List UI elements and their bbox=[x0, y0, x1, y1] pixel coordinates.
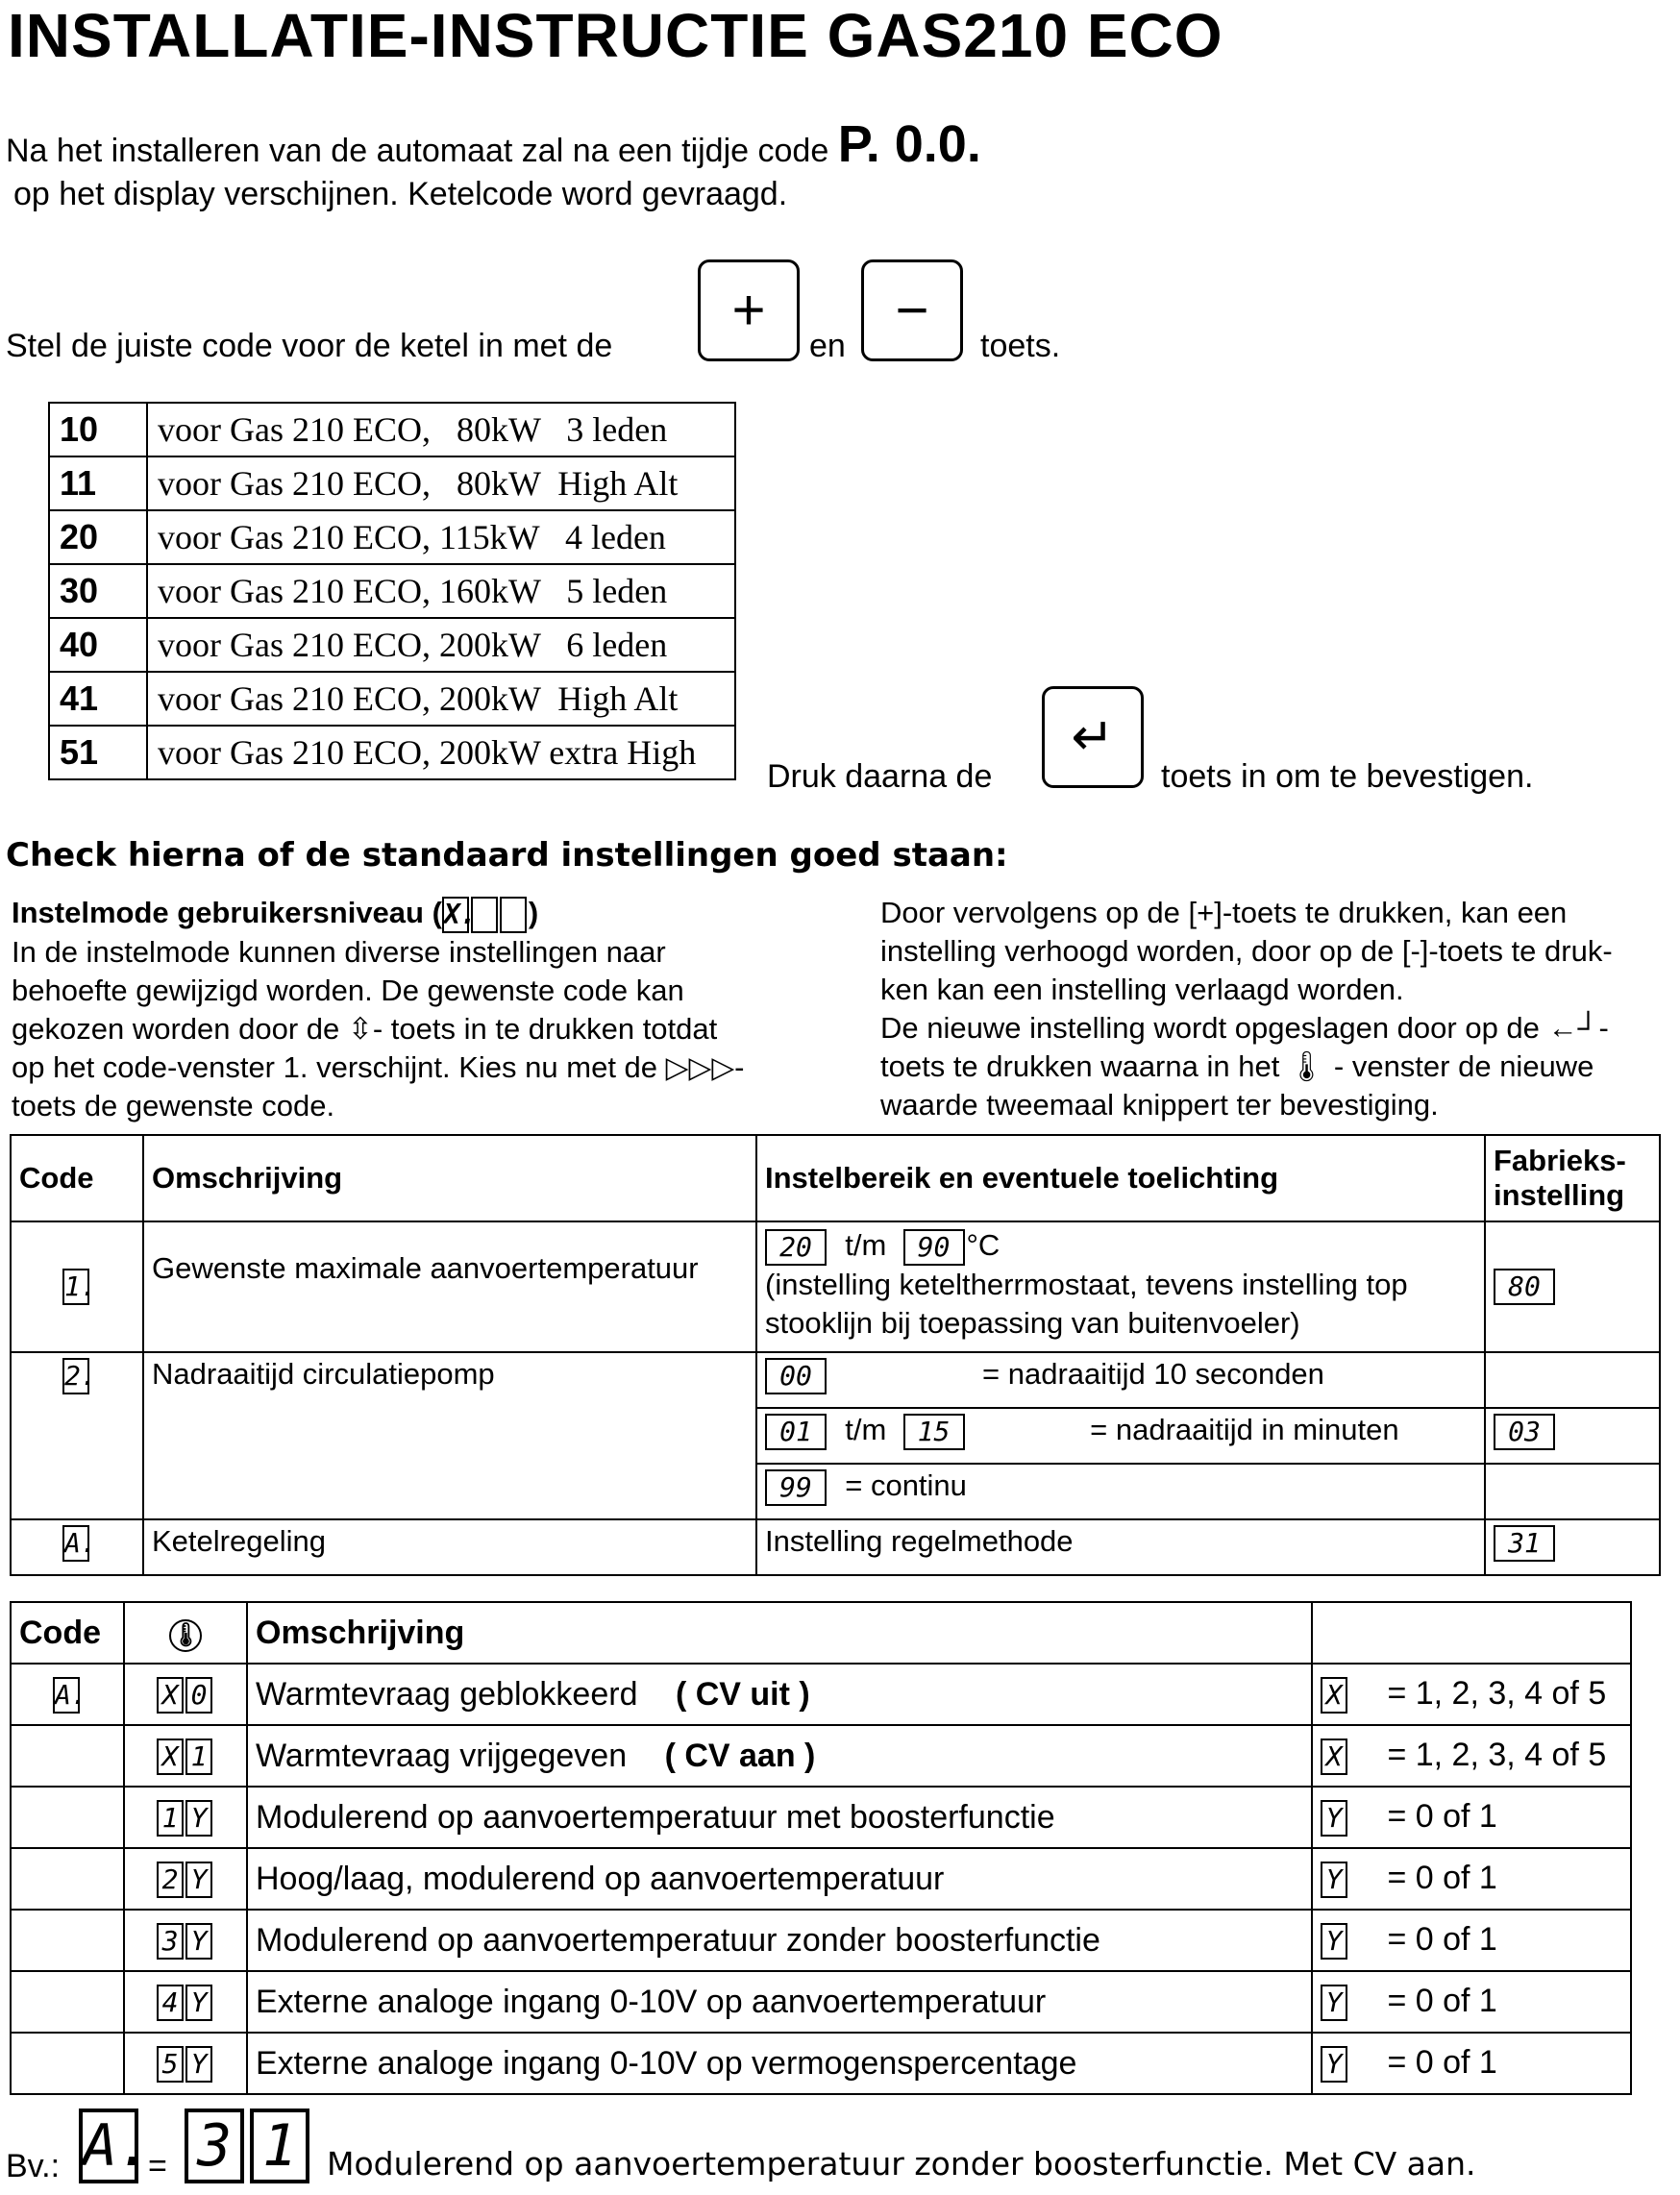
segment-display: 1 bbox=[250, 2109, 309, 2183]
segment-display: Y bbox=[1321, 1985, 1347, 2021]
segment-display: Y bbox=[1321, 2046, 1347, 2083]
code-cell: 11 bbox=[49, 456, 147, 510]
segment-display: 31 bbox=[1494, 1525, 1555, 1562]
boiler-code-table bbox=[48, 402, 736, 780]
segment-display: 1 bbox=[157, 1800, 184, 1837]
segment-display: 1. bbox=[62, 1269, 89, 1305]
table-row bbox=[11, 1664, 1631, 1725]
segment-display: 90 bbox=[903, 1229, 965, 1266]
col-desc: Omschrijving bbox=[143, 1135, 756, 1221]
intro-text: Na het installeren van de automaat zal na een tijdje code bbox=[6, 133, 829, 169]
segment-display: Y bbox=[185, 1862, 212, 1898]
plus-icon: + bbox=[731, 278, 766, 342]
row-desc: Hoog/laag, modulerend op aanvoertemperatuur bbox=[256, 1860, 945, 1897]
keys-suffix: toets. bbox=[980, 328, 1061, 364]
segment-display: X bbox=[1321, 1677, 1347, 1714]
check-heading: Check hierna of de standaard instellingen goed staan: bbox=[6, 836, 1008, 875]
segment-display: Y bbox=[185, 1985, 212, 2021]
table-row bbox=[11, 1910, 1631, 1971]
segment-display: 4 bbox=[157, 1985, 184, 2021]
desc-cell: voor Gas 210 ECO, 160kW 5 leden bbox=[147, 564, 735, 618]
col-code: Code bbox=[11, 1135, 143, 1221]
segment-display: 00 bbox=[765, 1358, 827, 1394]
row-range: = 0 of 1 bbox=[1387, 1920, 1497, 1958]
set-code-text: Stel de juiste code voor de ketel in met de bbox=[6, 328, 613, 364]
col-code: Code bbox=[11, 1602, 124, 1664]
segment-display: 01 bbox=[765, 1414, 827, 1450]
table-row bbox=[49, 456, 735, 510]
segment-display: 0 bbox=[185, 1677, 212, 1714]
desc-cell: voor Gas 210 ECO, 200kW High Alt bbox=[147, 672, 735, 726]
example-line bbox=[6, 2105, 1678, 2193]
text-line: instelling verhoogd worden, door op de [-]-toets te druk- bbox=[880, 934, 1613, 968]
row-extra: ( CV uit ) bbox=[675, 1675, 810, 1713]
segment-display: X bbox=[157, 1677, 184, 1714]
segment-display: Y bbox=[1321, 1862, 1347, 1898]
segment-display: 1 bbox=[185, 1739, 212, 1775]
row-desc: Modulerend op aanvoertemperatuur met boosterfunctie bbox=[256, 1798, 1055, 1836]
code-cell: 40 bbox=[49, 618, 147, 672]
row-range: = 0 of 1 bbox=[1387, 1859, 1497, 1896]
desc-cell: voor Gas 210 ECO, 80kW 3 leden bbox=[147, 403, 735, 456]
segment-display: 20 bbox=[765, 1229, 827, 1266]
code-cell: 41 bbox=[49, 672, 147, 726]
row-desc: Warmtevraag vrijgegeven bbox=[256, 1737, 628, 1774]
plus-key[interactable] bbox=[698, 259, 800, 361]
segment-display: 03 bbox=[1494, 1414, 1555, 1450]
confirm-text: Druk daarna de bbox=[767, 758, 993, 795]
row-range: Instelling regelmethode bbox=[756, 1519, 1485, 1575]
row-range: = 0 of 1 bbox=[1387, 2043, 1497, 2081]
table-row bbox=[11, 1725, 1631, 1787]
intro-line1 bbox=[6, 115, 981, 174]
table-row bbox=[49, 618, 735, 672]
table-row: 2. Nadraaitijd circulatiepomp 00 = nadraaitijd 10 seconden bbox=[11, 1352, 1660, 1408]
table-row bbox=[11, 1848, 1631, 1910]
row-desc: Gewenste maximale aanvoertemperatuur bbox=[143, 1221, 756, 1352]
row-desc: Modulerend op aanvoertemperatuur zonder boosterfunctie bbox=[256, 1921, 1100, 1959]
segment-display: 15 bbox=[903, 1414, 965, 1450]
segment-display: Y bbox=[185, 1923, 212, 1960]
segment-display: Y bbox=[185, 2046, 212, 2083]
text-line: Door vervolgens op de [+]-toets te drukken, kan een bbox=[880, 896, 1568, 929]
segment-display: 2 bbox=[157, 1862, 184, 1898]
example-label: Bv.: bbox=[6, 2148, 61, 2184]
settings-table bbox=[10, 1134, 1661, 1576]
text-line: In de instelmode kunnen diverse instellingen naar bbox=[12, 934, 666, 969]
table-row bbox=[49, 672, 735, 726]
confirm-suffix: toets in om te bevestigen. bbox=[1161, 758, 1534, 795]
thermometer-icon: 🌡︎ bbox=[169, 1619, 202, 1652]
table-row: 99 = continu bbox=[11, 1464, 1660, 1519]
table-row bbox=[11, 2033, 1631, 2094]
segment-display: 99 bbox=[765, 1469, 827, 1506]
row-range: = 1, 2, 3, 4 of 5 bbox=[1387, 1736, 1607, 1773]
text-line: op het code-venster 1. verschijnt. Kies nu met de ▷▷▷- bbox=[12, 1049, 745, 1084]
table-row: 01 t/m 15 = nadraaitijd in minuten 03 bbox=[11, 1408, 1660, 1464]
table-row bbox=[11, 1519, 1660, 1575]
segment-display: 3 bbox=[157, 1923, 184, 1960]
segment-display: X bbox=[157, 1739, 184, 1775]
page-title: INSTALLATIE-INSTRUCTIE GAS210 ECO bbox=[8, 1, 1223, 70]
code-cell: 10 bbox=[49, 403, 147, 456]
segment-display: 2. bbox=[62, 1358, 89, 1394]
text-line: De nieuwe instelling wordt opgeslagen door op de ←┘- bbox=[880, 1011, 1609, 1045]
and-text: en bbox=[809, 328, 846, 364]
minus-icon: − bbox=[895, 278, 929, 342]
text-line: waarde tweemaal knippert ter bevestiging. bbox=[880, 1088, 1439, 1122]
text-line: behoefte gewijzigd worden. De gewenste code kan bbox=[12, 973, 684, 1007]
method-table bbox=[10, 1601, 1632, 2095]
table-row: 1. Gewenste maximale aanvoertemperatuur 20 t/m 90 °C (instelling keteltherrmostaat, tevens instelling top stooklijn bij toepassing van buitenvoeler) 80 bbox=[11, 1221, 1660, 1352]
table-row bbox=[49, 564, 735, 618]
code-cell: 20 bbox=[49, 510, 147, 564]
text-line: gekozen worden door de ⇳- toets in te drukken totdat bbox=[12, 1011, 718, 1046]
col-range bbox=[1312, 1602, 1631, 1664]
segment-display: Y bbox=[185, 1800, 212, 1837]
segment-display: A. bbox=[62, 1525, 89, 1562]
row-desc: Externe analoge ingang 0-10V op aanvoertemperatuur bbox=[256, 1983, 1047, 2020]
row-desc: Externe analoge ingang 0-10V op vermogenspercentage bbox=[256, 2044, 1077, 2082]
segment-display: Y bbox=[1321, 1923, 1347, 1960]
row-range: = 1, 2, 3, 4 of 5 bbox=[1387, 1674, 1607, 1712]
table-row bbox=[49, 403, 735, 456]
segment-display bbox=[500, 897, 527, 933]
segment-display: A. bbox=[53, 1677, 80, 1714]
minus-key[interactable] bbox=[861, 259, 963, 361]
user-level-heading: Instelmode gebruikersniveau (X. ) bbox=[12, 894, 838, 933]
user-level-right bbox=[880, 894, 1678, 1124]
text-line: toets de gewenste code. bbox=[12, 1088, 335, 1122]
row-desc: Ketelregeling bbox=[143, 1519, 756, 1575]
segment-display: 80 bbox=[1494, 1269, 1555, 1305]
col-desc: Omschrijving bbox=[247, 1602, 1312, 1664]
segment-display: A. bbox=[79, 2109, 138, 2183]
col-therm bbox=[124, 1602, 247, 1664]
segment-display: X bbox=[1321, 1739, 1347, 1775]
intro-line2: op het display verschijnen. Ketelcode word gevraagd. bbox=[13, 176, 788, 212]
row-range: = 0 of 1 bbox=[1387, 1982, 1497, 2019]
row-extra: ( CV aan ) bbox=[664, 1737, 816, 1774]
desc-cell: voor Gas 210 ECO, 115kW 4 leden bbox=[147, 510, 735, 564]
text-line: toets te drukken waarna in het 🌡︎ - venster de nieuwe bbox=[880, 1049, 1594, 1083]
table-row bbox=[11, 1971, 1631, 2033]
enter-key[interactable] bbox=[1042, 686, 1144, 788]
desc-cell: voor Gas 210 ECO, 80kW High Alt bbox=[147, 456, 735, 510]
segment-display: 5 bbox=[157, 2046, 184, 2083]
enter-icon: ↵ bbox=[1071, 708, 1115, 766]
table-row bbox=[49, 510, 735, 564]
segment-display: Y bbox=[1321, 1800, 1347, 1837]
desc-cell: voor Gas 210 ECO, 200kW 6 leden bbox=[147, 618, 735, 672]
example-text: Modulerend op aanvoertemperatuur zonder boosterfunctie. Met CV aan. bbox=[327, 2145, 1476, 2183]
row-desc: Warmtevraag geblokkeerd bbox=[256, 1675, 638, 1713]
table-row bbox=[11, 1787, 1631, 1848]
col-factory: Fabrieks-instelling bbox=[1485, 1135, 1660, 1221]
desc-cell: voor Gas 210 ECO, 200kW extra High bbox=[147, 726, 735, 779]
code-cell: 30 bbox=[49, 564, 147, 618]
row-desc: Nadraaitijd circulatiepomp bbox=[143, 1352, 756, 1519]
intro-code: P. 0.0. bbox=[837, 115, 981, 173]
segment-display: X. bbox=[442, 897, 469, 933]
user-level-left bbox=[12, 894, 838, 1125]
segment-display: 3 bbox=[185, 2109, 244, 2183]
text-line: ken kan een instelling verlaagd worden. bbox=[880, 973, 1404, 1006]
code-cell: 51 bbox=[49, 726, 147, 779]
segment-display bbox=[471, 897, 498, 933]
col-range: Instelbereik en eventuele toelichting bbox=[756, 1135, 1485, 1221]
row-range: = 0 of 1 bbox=[1387, 1797, 1497, 1835]
row-note: (instelling keteltherrmostaat, tevens instelling top stooklijn bij toepassing van buitenvoeler) bbox=[765, 1267, 1408, 1340]
example-eq: = bbox=[148, 2148, 167, 2184]
table-row bbox=[49, 726, 735, 779]
